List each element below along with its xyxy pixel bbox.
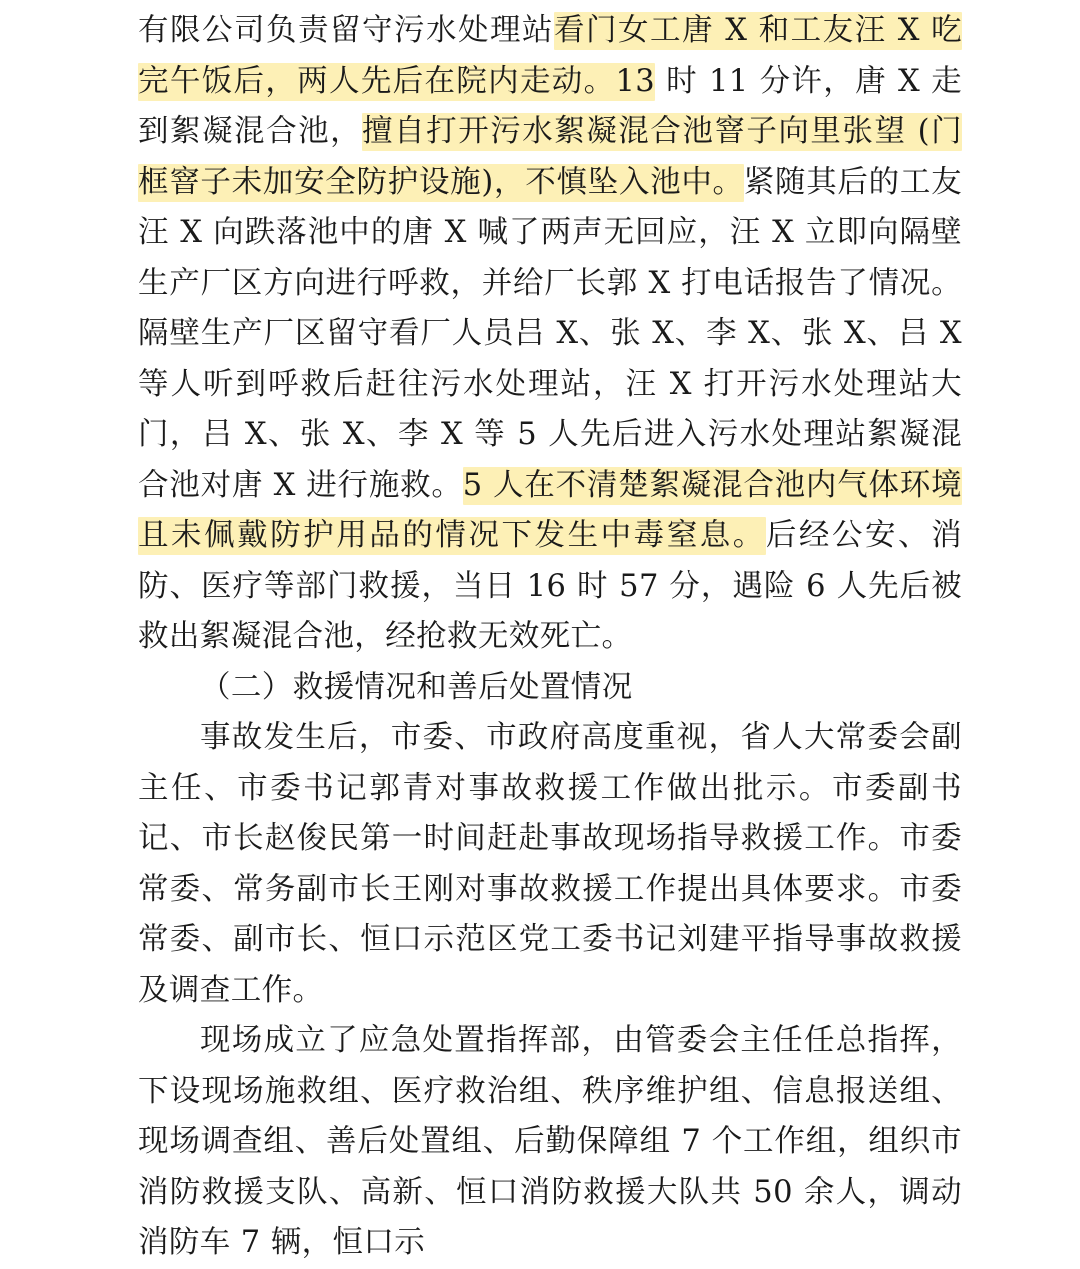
section-heading-rescue (138, 663, 962, 714)
paragraph-command-center (138, 1016, 962, 1269)
highlighted-text-run: 擅自打开污水絮凝混合池窨子向里张望 (门框窨子未加安全防护设施)，不慎坠入池中。 (138, 114, 962, 200)
text-run: 现场成立了应急处置指挥部，由管委会主任任总指挥，下设现场施救组、医疗救治组、秩序维护组、信息报送组、现场调查组、善后处置组、后勤保障组 7 个工作组，组织市消防救援支队、高新、恒口消防救援大队共 50 余人，调动消防车 7 辆，恒口示 (138, 1023, 962, 1260)
heading-text: （二）救援情况和善后处置情况 (200, 669, 633, 705)
text-run: 时 11 分许，唐 X 走到絮凝混合池， (138, 63, 962, 149)
highlighted-text-run: 5 人在不清楚絮凝混合池内气体环境且未佩戴防护用品的情况下发生中毒窒息。 (138, 467, 962, 553)
text-run: 紧随其后的工友汪 X 向跌落池中的唐 X 喊了两声无回应，汪 X 立即向隔壁生产厂区方向进行呼救，并给厂长郭 X 打电话报告了情况。隔壁生产厂区留守看厂人员吕 X、张 X、李 X、张 X、吕 X 等人听到呼救后赶往污水处理站，汪 X 打开污水处理站大门，吕 X、张 X、李 X 等 5 人先后进入污水处理站絮凝混合池对唐 X 进行施救。 (138, 164, 962, 503)
text-run: 事故发生后，市委、市政府高度重视，省人大常委会副主任、市委书记郭青对事故救援工作做出批示。市委副书记、市长赵俊民第一时间赶赴事故现场指导救援工作。市委常委、常务副市长王刚对事故救援工作提出具体要求。市委常委、副市长、恒口示范区党工委书记刘建平指导事故救援及调查工作。 (138, 720, 962, 1008)
highlighted-text-run: 看门女工唐 X 和工友汪 X 吃完午饭后，两人先后在院内走动。13 (138, 13, 962, 99)
document-body (138, 6, 962, 1269)
paragraph-accident-description (138, 6, 962, 663)
text-run: 后经公安、消防、医疗等部门救援，当日 16 时 57 分，遇险 6 人先后被救出絮凝混合池，经抢救无效死亡。 (138, 518, 962, 654)
text-run: 有限公司负责留守污水处理站 (138, 13, 555, 48)
paragraph-leadership-response (138, 713, 962, 1016)
